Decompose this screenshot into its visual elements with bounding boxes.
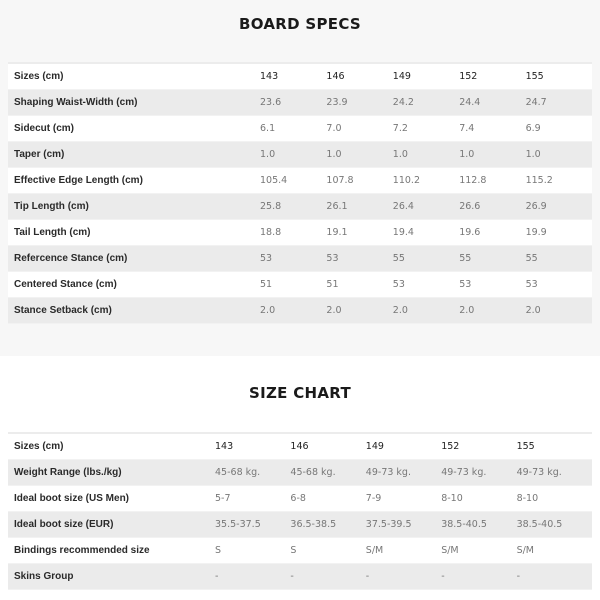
size-149: 149 [365, 440, 384, 452]
cell: 19.9 [525, 226, 547, 238]
cell: - [290, 570, 294, 582]
cell: 2.0 [392, 304, 408, 316]
row-label: Sizes (cm) [14, 440, 64, 452]
size-chart-title: SIZE CHART [248, 384, 351, 402]
cell: 51 [260, 278, 273, 290]
cell: 38.5-40.5 [441, 518, 487, 530]
cell: 49-73 kg. [441, 466, 487, 478]
cell: - [516, 570, 521, 582]
row-label: Refercence Stance (cm) [14, 252, 128, 264]
cell: - [441, 570, 445, 582]
cell: 55 [392, 252, 405, 264]
board-specs-header-row [8, 63, 592, 89]
cell: 45-68 kg. [215, 466, 261, 478]
row-label: Sidecut (cm) [14, 122, 75, 134]
cell: 25.8 [260, 200, 282, 212]
row-label: Ideal boot size (EUR) [14, 518, 114, 530]
table-row-effective-edge [8, 167, 592, 193]
cell: 1.0 [260, 148, 276, 160]
cell: 24.7 [525, 96, 547, 108]
cell: 51 [326, 278, 339, 290]
size-143: 143 [260, 70, 279, 82]
cell: 23.9 [326, 96, 348, 108]
cell: S [290, 544, 297, 556]
cell: 2.0 [326, 304, 342, 316]
cell: 37.5-39.5 [365, 518, 412, 530]
cell: S/M [365, 544, 384, 556]
cell: 112.8 [459, 174, 487, 186]
board-specs-table [8, 62, 592, 324]
cell: 26.1 [326, 200, 348, 212]
cell: 7.4 [459, 122, 475, 134]
size-146: 146 [326, 70, 345, 82]
cell: 53 [392, 278, 405, 290]
cell: 1.0 [459, 148, 475, 160]
size-143: 143 [215, 440, 234, 452]
table-row-weight-range [8, 459, 592, 485]
cell: 2.0 [260, 304, 276, 316]
size-chart-section [0, 356, 600, 600]
cell: 1.0 [326, 148, 342, 160]
cell: 2.0 [525, 304, 541, 316]
row-label: Tip Length (cm) [14, 200, 89, 212]
cell: 6.9 [525, 122, 541, 134]
cell: 105.4 [260, 174, 288, 186]
row-label: Effective Edge Length (cm) [14, 174, 143, 186]
cell: 53 [326, 252, 339, 264]
cell: 6-8 [290, 492, 306, 504]
size-chart-header-row [8, 433, 592, 459]
size-chart-table [8, 432, 592, 590]
cell: 26.9 [525, 200, 547, 212]
row-label: Centered Stance (cm) [14, 278, 117, 290]
cell: 24.2 [392, 96, 414, 108]
table-row-skins-group [8, 563, 592, 589]
board-specs-title: BOARD SPECS [238, 15, 362, 33]
table-row-tail-length [8, 219, 592, 245]
cell: - [215, 570, 219, 582]
cell: 7.0 [326, 122, 342, 134]
table-row-sidecut [8, 115, 592, 141]
cell: 7-9 [365, 492, 382, 504]
row-label: Bindings recommended size [14, 544, 150, 556]
cell: 53 [260, 252, 273, 264]
table-row-waist-width [8, 89, 592, 115]
table-row-reference-stance [8, 245, 592, 271]
cell: S [215, 544, 222, 556]
size-155: 155 [516, 440, 535, 452]
table-row-bindings-size [8, 537, 592, 563]
row-label: Taper (cm) [14, 148, 65, 160]
cell: 7.2 [392, 122, 408, 134]
cell: 53 [525, 278, 538, 290]
cell: 36.5-38.5 [290, 518, 337, 530]
cell: 23.6 [260, 96, 282, 108]
size-152: 152 [459, 70, 478, 82]
size-146: 146 [290, 440, 309, 452]
row-label: Skins Group [14, 570, 74, 582]
cell: 45-68 kg. [290, 466, 336, 478]
table-row-tip-length [8, 193, 592, 219]
table-row-boot-size-eur [8, 511, 592, 537]
cell: 110.2 [392, 174, 420, 186]
table-row-centered-stance [8, 271, 592, 297]
cell: 2.0 [459, 304, 475, 316]
size-152: 152 [441, 440, 460, 452]
cell: 49-73 kg. [516, 466, 562, 478]
row-label: Stance Setback (cm) [14, 304, 112, 316]
cell: 6.1 [260, 122, 276, 134]
cell: 53 [459, 278, 472, 290]
row-label: Weight Range (lbs./kg) [14, 466, 122, 478]
size-149: 149 [392, 70, 411, 82]
cell: 26.6 [459, 200, 481, 212]
cell: 1.0 [525, 148, 541, 160]
row-label: Sizes (cm) [14, 70, 64, 82]
cell: 38.5-40.5 [516, 518, 563, 530]
cell: 19.1 [326, 226, 348, 238]
cell: 49-73 kg. [365, 466, 411, 478]
cell: 18.8 [260, 226, 282, 238]
cell: - [365, 570, 370, 582]
table-row-taper [8, 141, 592, 167]
row-label: Ideal boot size (US Men) [14, 492, 130, 504]
cell: 55 [459, 252, 472, 264]
cell: 107.8 [326, 174, 354, 186]
cell: 8-10 [516, 492, 539, 504]
cell: 19.6 [459, 226, 481, 238]
cell: S/M [516, 544, 535, 556]
size-155: 155 [525, 70, 544, 82]
cell: 26.4 [392, 200, 414, 212]
cell: 55 [525, 252, 538, 264]
table-row-stance-setback [8, 297, 592, 323]
row-label: Tail Length (cm) [14, 226, 91, 238]
cell: 5-7 [215, 492, 231, 504]
cell: 19.4 [392, 226, 414, 238]
row-label: Shaping Waist-Width (cm) [14, 96, 138, 108]
cell: 35.5-37.5 [215, 518, 261, 530]
table-row-boot-size-us [8, 485, 592, 511]
cell: S/M [441, 544, 459, 556]
cell: 8-10 [441, 492, 463, 504]
cell: 24.4 [459, 96, 481, 108]
cell: 1.0 [392, 148, 408, 160]
cell: 115.2 [525, 174, 553, 186]
